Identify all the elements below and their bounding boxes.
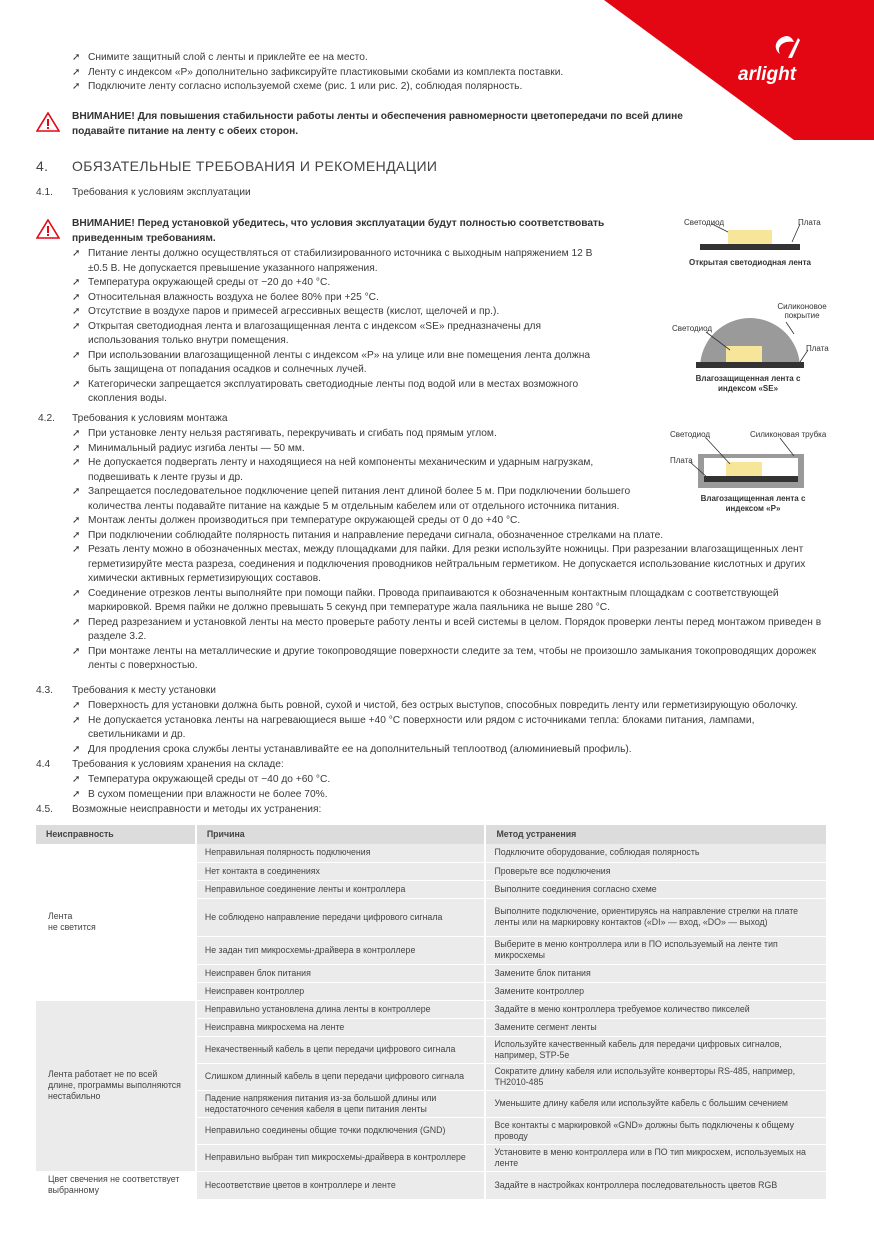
warning-triangle-icon (36, 112, 60, 132)
cause-cell: Неправильное соединение ленты и контроллера (196, 880, 486, 898)
table-header-row (36, 825, 827, 844)
fix-cell: Выполните соединения согласно схеме (485, 880, 827, 898)
logo-swoosh-icon (736, 28, 836, 88)
fix-cell: Замените сегмент ленты (485, 1018, 827, 1036)
table-row (36, 1171, 827, 1199)
figure-label-board: Плата (798, 218, 821, 227)
fix-cell: Замените контроллер (485, 982, 827, 1000)
subsection-title: Требования к условиям хранения на складе: (72, 759, 284, 770)
list-item: ➚ Для продления срока службы ленты устанавливайте ее на дополнительный теплоотвод (алюминиевый профиль). (72, 743, 828, 758)
list-item: ➚ В сухом помещении при влажности не более 70%. (72, 788, 772, 803)
list-item: ➚ Не допускается подвергать ленту и находящиеся на ней компоненты механическим и ударным нагрузкам, подвешивать к ленте грузы и др. (72, 456, 652, 485)
cause-cell: Не задан тип микросхемы-драйвера в контроллере (196, 936, 486, 964)
troubleshooting-table (36, 825, 828, 1200)
fix-cell: Установите в меню контроллера или в ПО тип микросхем, используемых на ленте (485, 1144, 827, 1171)
cause-cell: Неисправна микросхема на ленте (196, 1018, 486, 1036)
table-row (36, 844, 827, 862)
list-item: ➚ При установке ленту нельзя растягивать, перекручивать и сгибать под прямым углом. (72, 427, 652, 442)
list-item: ➚ Монтаж ленты должен производиться при температуре окружающей среды от 0 до +40 °C. (72, 514, 662, 529)
figure-caption: Влагозащищенная лента с индексом «SE» (695, 374, 801, 393)
arlight-logo (736, 28, 836, 88)
cause-cell: Неисправен блок питания (196, 964, 486, 982)
cause-cell: Несоответствие цветов в контроллере и ленте (196, 1171, 486, 1199)
figure-caption: Влагозащищенная лента с индексом «P» (700, 494, 806, 513)
list-item: ➚ Ленту с индексом «P» дополнительно зафиксируйте пластиковыми скобами из комплекта поставки. (72, 66, 712, 81)
figure-label-led: Светодиод (684, 218, 725, 227)
fix-cell: Замените блок питания (485, 964, 827, 982)
list-item: ➚ Резать ленту можно в обозначенных местах, между площадками для пайки. Для резки используйте ножницы. При разрезании влагозащищенных лент герметизируйте места разреза, соединения и подключения проводников нейтральным герметиком. Не допускается использование кислотных и других химически активных герметизирующих составов. (72, 543, 828, 587)
cause-cell: Неправильная полярность подключения (196, 844, 486, 862)
subsection-title: Требования к месту установки (72, 685, 216, 696)
list-item: ➚ Категорически запрещается эксплуатировать светодиодные ленты под водой или в местах возможного скопления воды. (72, 378, 612, 407)
fix-cell: Используйте качественный кабель для передачи цифровых сигналов, например, STP-5e (485, 1036, 827, 1063)
list-item: ➚ Температура окружающей среды от −20 до +40 °C. (72, 276, 612, 291)
list-item: ➚ Температура окружающей среды от −40 до +60 °C. (72, 773, 772, 788)
list-item: ➚ Подключите ленту согласно используемой схеме (рис. 1 или рис. 2), соблюдая полярность. (72, 80, 712, 95)
fix-cell: Уменьшите длину кабеля или используйте кабель с большим сечением (485, 1090, 827, 1117)
subsection-title: Требования к условиям монтажа (72, 413, 228, 424)
figure-p-strip (668, 426, 838, 518)
warning-triangle-icon (36, 219, 60, 239)
list-item: ➚ Отсутствие в воздухе паров и примесей агрессивных веществ (кислот, щелочей и пр.). (72, 305, 612, 320)
requirements-list (72, 247, 612, 407)
warning-block (36, 217, 616, 246)
svg-text:arlight: arlight (738, 64, 797, 85)
cause-cell: Неправильно соединены общие точки подключения (GND) (196, 1117, 486, 1144)
figure-se-strip (668, 300, 838, 400)
list-item: ➚ Перед разрезанием и установкой ленты на место проверьте работу ленты и всей системы в целом. Порядок проверки ленты перед монтажом приведен в разделе 3.2. (72, 616, 828, 645)
fault-text: Лента не светится (48, 910, 96, 932)
subsection-number: 4.1. (36, 187, 53, 198)
cause-cell: Не соблюдено направление передачи цифрового сигнала (196, 898, 486, 936)
warning-text: ВНИМАНИЕ! Перед установкой убедитесь, что условия эксплуатации будут полностью соответствовать приведенным требованиям. (72, 218, 605, 244)
fix-cell: Все контакты с маркировкой «GND» должны быть подключены к общему проводу (485, 1117, 827, 1144)
column-header: Неисправность (36, 825, 196, 844)
warning-text: ВНИМАНИЕ! Для повышения стабильности работы ленты и обеспечения равномерности цветопередачи по всей длине подавайте питание на ленту с обеих сторон. (72, 111, 683, 137)
cause-cell: Нет контакта в соединениях (196, 862, 486, 880)
list-item: ➚ Минимальный радиус изгиба ленты — 50 мм. (72, 442, 652, 457)
list-item: ➚ Питание ленты должно осуществляться от стабилизированного источника с выходным напряжением 12 В ±0.5 В. Не допускается превышение указанного напряжения. (72, 247, 612, 276)
table-row (36, 1000, 827, 1018)
storage-list (72, 773, 772, 802)
list-item: ➚ При монтаже ленты на металлические и другие токопроводящие поверхности следите за тем, чтобы не произошло замыкания токопроводящих дорожек ленты с поверхностью. (72, 645, 828, 674)
figure-label-led: Светодиод (670, 430, 711, 439)
subsection-number: 4.5. (36, 804, 53, 815)
fix-cell: Выполните подключение, ориентируясь на направление стрелки на плате ленты или на маркировку контактов («DI» — вход, «DO» — выход) (485, 898, 827, 936)
subsection-number: 4.4 (36, 759, 51, 770)
figure-caption: Открытая светодиодная лента (689, 258, 811, 267)
subsection-number: 4.3. (36, 685, 53, 696)
list-item: ➚ Соединение отрезков ленты выполняйте при помощи пайки. Провода припаиваются к обозначенным контактным площадкам с соответствующей маркировкой. Время пайки не должно превышать 5 секунд при температуре жала паяльника не выше 280 °C. (72, 587, 828, 616)
section-title: ОБЯЗАТЕЛЬНЫЕ ТРЕБОВАНИЯ И РЕКОМЕНДАЦИИ (72, 158, 438, 174)
fix-cell: Проверьте все подключения (485, 862, 827, 880)
subsection-number: 4.2. (38, 413, 55, 424)
list-item: ➚ Не допускается установка ленты на нагревающиеся выше +40 °C поверхности или рядом с источниками тепла: блоками питания, лампами, светильниками и др. (72, 714, 828, 743)
fault-cell (36, 844, 196, 1000)
figure-label-board: Плата (806, 344, 829, 353)
intro-bullet-list (72, 51, 712, 95)
fix-cell: Сократите длину кабеля или используйте конверторы RS-485, например, TH2010-485 (485, 1063, 827, 1090)
cause-cell: Некачественный кабель в цепи передачи цифрового сигнала (196, 1036, 486, 1063)
fix-cell: Выберите в меню контроллера или в ПО используемый на ленте тип микросхемы (485, 936, 827, 964)
subsection-title: Возможные неисправности и методы их устранения: (72, 804, 322, 815)
list-item: ➚ Запрещается последовательное подключение цепей питания лент длиной более 5 м. При подключении большего количества ленты подавайте питание на каждые 5 м отдельным кабелем или от отдельного источника питания. (72, 485, 662, 514)
list-item: ➚ Поверхность для установки должна быть ровной, сухой и чистой, без острых выступов, способных повредить ленту или герметизирующую оболочку. (72, 699, 828, 714)
fault-cell: Цвет свечения не соответствует выбранному (36, 1171, 196, 1199)
fix-cell: Задайте в настройках контроллера последовательность цветов RGB (485, 1171, 827, 1199)
cause-cell: Падение напряжения питания из-за большой длины или недостаточного сечения кабеля в цепи питания ленты (196, 1090, 486, 1117)
list-item: ➚ Снимите защитный слой с ленты и приклейте ее на место. (72, 51, 712, 66)
section-number: 4. (36, 158, 49, 174)
cause-cell: Неисправен контроллер (196, 982, 486, 1000)
list-item: ➚ При использовании влагозащищенной ленты с индексом «P» на улице или вне помещения лента должна быть защищена от попадания осадков и солнечных лучей. (72, 349, 612, 378)
site-list (72, 699, 828, 757)
fix-cell: Задайте в меню контроллера требуемое количество пикселей (485, 1000, 827, 1018)
cause-cell: Неправильно установлена длина ленты в контроллере (196, 1000, 486, 1018)
list-item: ➚ При подключении соблюдайте полярность питания и направление передачи сигнала, обозначенное стрелками на плате. (72, 529, 828, 544)
list-item: ➚ Относительная влажность воздуха не более 80% при +25 °C. (72, 291, 612, 306)
figure-label-coating: Силиконовое покрытие (777, 302, 827, 320)
cause-cell: Неправильно выбран тип микросхемы-драйвера в контроллере (196, 1144, 486, 1171)
column-header: Метод устранения (485, 825, 827, 844)
cause-cell: Слишком длинный кабель в цепи передачи цифрового сигнала (196, 1063, 486, 1090)
figure-label-led: Светодиод (672, 324, 713, 333)
fault-cell: Лента работает не по всей длине, программы выполняются нестабильно (36, 1000, 196, 1171)
figure-label-tube: Силиконовая трубка (750, 430, 827, 439)
list-item: ➚ Открытая светодиодная лента и влагозащищенная лента с индексом «SE» предназначены для использования только внутри помещения. (72, 320, 612, 349)
figure-label-board: Плата (670, 456, 693, 465)
subsection-title: Требования к условиям эксплуатации (72, 187, 251, 198)
column-header: Причина (196, 825, 486, 844)
warning-block (36, 110, 696, 139)
fix-cell: Подключите оборудование, соблюдая полярность (485, 844, 827, 862)
figure-open-strip (670, 212, 840, 274)
